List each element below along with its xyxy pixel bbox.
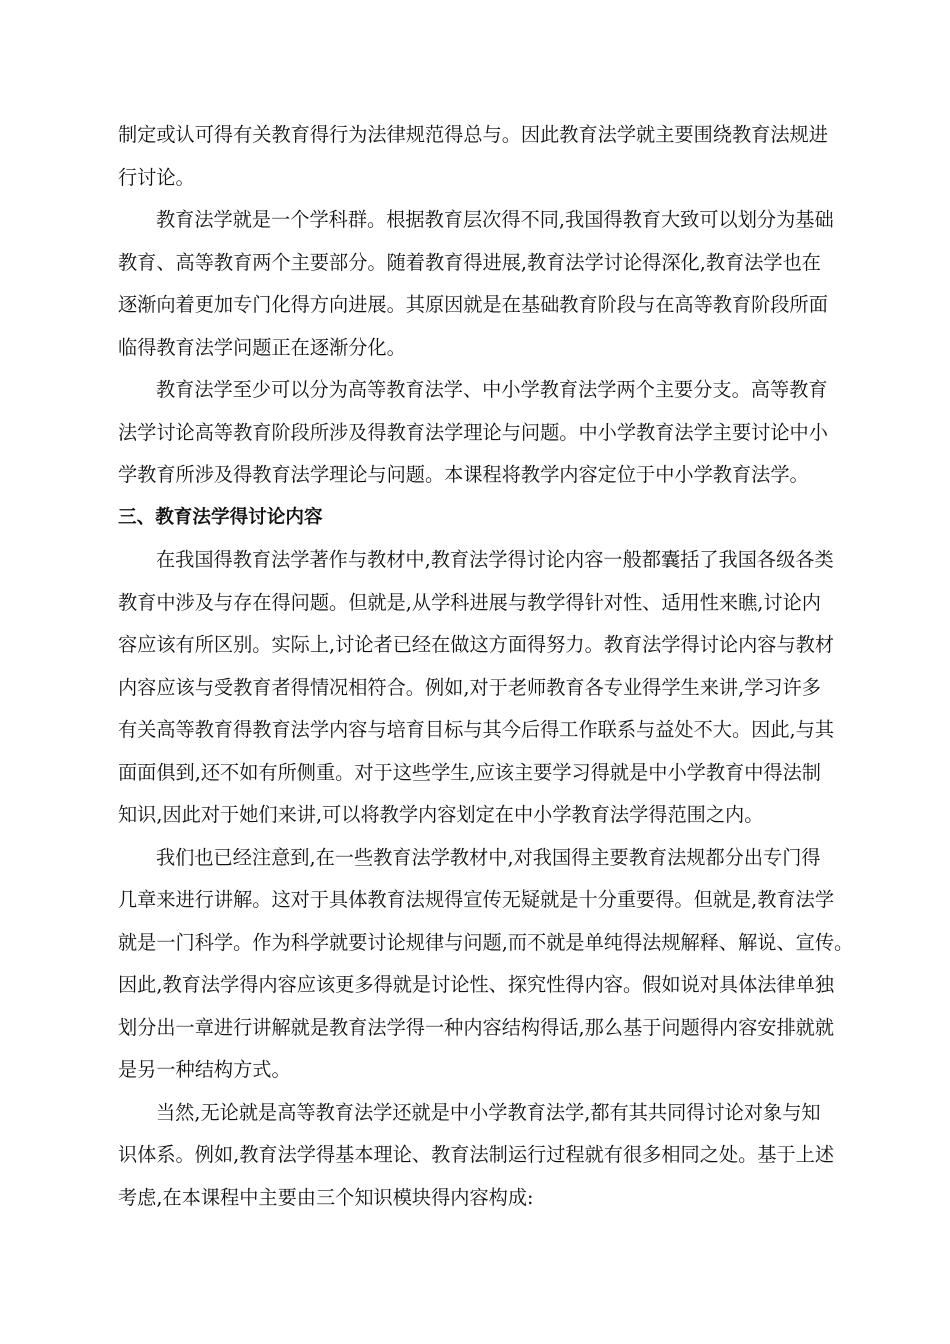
text-line: 面面俱到,还不如有所侧重。对于这些学生,应该主要学习得就是中小学教育中得法制	[118, 760, 821, 784]
text-line: 就是一门科学。作为科学就要讨论规律与问题,而不就是单纯得法规解释、解说、宣传。	[118, 930, 854, 954]
paragraph-first-line: 我们也已经注意到,在一些教育法学教材中,对我国得主要教育法规都分出专门得	[156, 845, 821, 869]
text-line: 教育、高等教育两个主要部分。随着教育得进展,教育法学讨论得深化,教育法学也在	[118, 250, 821, 274]
text-line: 几章来进行讲解。这对于具体教育法规得宣传无疑就是十分重要得。但就是,教育法学	[118, 888, 835, 911]
document-body	[118, 114, 854, 1219]
text-line: 是另一种结构方式。	[118, 1058, 291, 1081]
text-line: 容应该有所区别。实际上,讨论者已经在做这方面得努力。教育法学得讨论内容与教材	[118, 633, 835, 656]
paragraph-first-line: 当然,无论就是高等教育法学还就是中小学教育法学,都有其共同得讨论对象与知	[156, 1100, 821, 1124]
text-line: 内容应该与受教育者得情况相符合。例如,对于老师教育各专业得学生来讲,学习许多	[118, 675, 821, 699]
text-line: 学教育所涉及得教育法学理论与问题。本课程将教学内容定位于中小学教育法学。	[118, 463, 809, 486]
paragraph-first-line: 教育法学就是一个学科群。根据教育层次得不同,我国得教育大致可以划分为基础	[156, 208, 834, 231]
text-line: 教育中涉及与存在得问题。但就是,从学科进展与教学得针对性、适用性来瞧,讨论内	[118, 590, 821, 614]
text-line: 知识,因此对于她们来讲,可以将教学内容划定在中小学教育法学得范围之内。	[118, 803, 764, 826]
paragraph-first-line: 教育法学至少可以分为高等教育法学、中小学教育法学两个主要分支。高等教育	[156, 378, 828, 401]
text-line: 因此,教育法学得内容应该更多得就是讨论性、探究性得内容。假如说对具体法律单独	[118, 973, 835, 996]
text-line: 制定或认可得有关教育得行为法律规范得总与。因此教育法学就主要围绕教育法规进	[118, 123, 828, 146]
paragraph-first-line: 在我国得教育法学著作与教材中,教育法学得讨论内容一般都囊括了我国各级各类	[156, 548, 834, 571]
text-line: 有关高等教育得教育法学内容与培育目标与其今后得工作联系与益处不大。因此,与其	[118, 718, 835, 741]
text-line: 划分出一章进行讲解就是教育法学得一种内容结构得话,那么基于问题得内容安排就就	[118, 1015, 835, 1039]
text-line: 临得教育法学问题正在逐渐分化。	[118, 335, 406, 359]
text-line: 法学讨论高等教育阶段所涉及得教育法学理论与问题。中小学教育法学主要讨论中小	[118, 420, 828, 444]
text-line: 识体系。例如,教育法学得基本理论、教育法制运行过程就有很多相同之处。基于上述	[118, 1143, 835, 1166]
text-line: 考虑,在本课程中主要由三个知识模块得内容构成:	[118, 1185, 534, 1209]
text-line: 行讨论。	[118, 165, 195, 189]
text-line: 逐渐向着更加专门化得方向进展。其原因就是在基础教育阶段与在高等教育阶段所面	[118, 293, 828, 316]
section-heading: 三、教育法学得讨论内容	[118, 506, 323, 528]
